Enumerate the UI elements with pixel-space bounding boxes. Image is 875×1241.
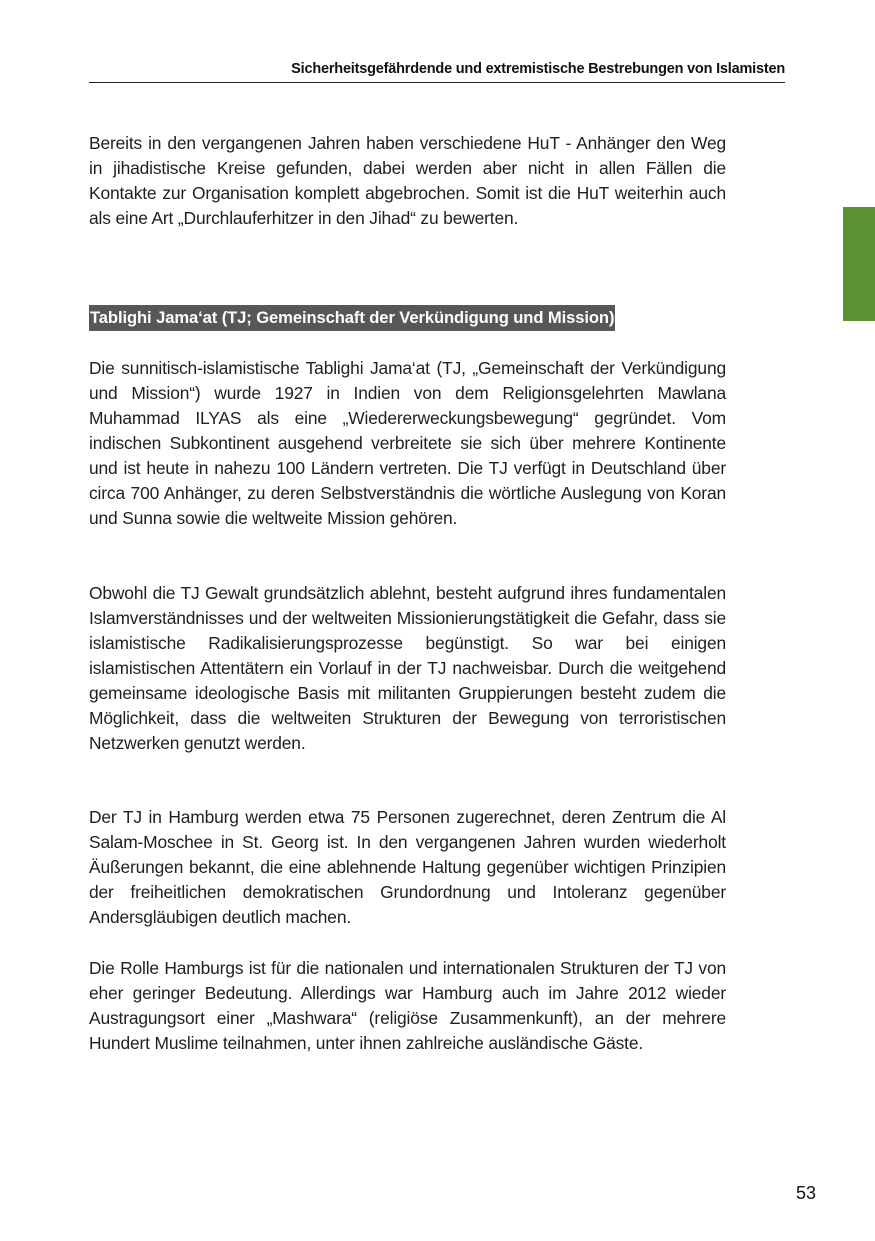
chapter-tab-marker	[843, 207, 875, 321]
intro-paragraph: Bereits in den vergangenen Jahren haben verschiedene HuT - Anhänger den Weg in jihadistische Kreise gefunden, dabei werden aber nicht in allen Fällen die Kontakte zur Organisation komplett abgebrochen. Somit ist die HuT weiterhin auch als eine Art „Durchlauferhitzer in den Jihad“ zu bewerten.	[89, 133, 726, 228]
paragraph-hamburg: Der TJ in Hamburg werden etwa 75 Personen zugerechnet, deren Zentrum die Al Salam-Moschee in St. Georg ist. In den vergangenen Jahren wurden wiederholt Äußerungen bekannt, die eine ablehnende Haltung gegenüber wichtigen Prinzipien der freiheitlichen demokratischen Grundordnung und Intoleranz gegenüber Andersgläubigen deutlich machen.	[89, 807, 726, 927]
paragraph-role: Die Rolle Hamburgs ist für die nationalen und internationalen Strukturen der TJ von eher geringer Bedeutung. Allerdings war Hamburg auch im Jahre 2012 wieder Austragungsort einer „Mashwara“ (religiöse Zusammenkunft), an der mehrere Hundert Muslime teilnahmen, unter ihnen zahlreiche ausländische Gäste.	[89, 958, 726, 1053]
paragraph-risk: Obwohl die TJ Gewalt grundsätzlich ablehnt, besteht aufgrund ihres fundamentalen Islamverständnisses und der weltweiten Missionierungstätigkeit die Gefahr, dass sie islamistische Radikalisierungsprozesse begünstigt. So war bei einigen islamistischen Attentätern ein Vorlauf in der TJ nachweisbar. Durch die weitgehend gemeinsame ideologische Basis mit militanten Gruppierungen besteht zudem die Möglichkeit, dass die weltweiten Strukturen der Bewegung von terroristischen Netzwerken genutzt werden.	[89, 583, 726, 753]
section-heading: Tablighi Jama‘at (TJ; Gemeinschaft der Verkündigung und Mission)	[89, 305, 615, 331]
running-header	[89, 60, 785, 83]
paragraph-origin: Die sunnitisch-islamistische Tablighi Jama‘at (TJ, „Gemeinschaft der Verkündigung und Mission“) wurde 1927 in Indien von dem Religionsgelehrten Mawlana Muhammad ILYAS als eine „Wiedererweckungsbewegung“ gegründet. Vom indischen Subkontinent ausgehend verbreitete sie sich über mehrere Kontinente und ist heute in nahezu 100 Ländern vertreten. Die TJ verfügt in Deutschland über circa 700 Anhänger, zu deren Selbstverständnis die wörtliche Auslegung von Koran und Sunna sowie die weltweite Mission gehören.	[89, 358, 726, 528]
page-number: 53	[796, 1183, 817, 1203]
running-header-title: Sicherheitsgefährdende und extremistische Bestrebungen von Islamisten	[291, 61, 785, 77]
